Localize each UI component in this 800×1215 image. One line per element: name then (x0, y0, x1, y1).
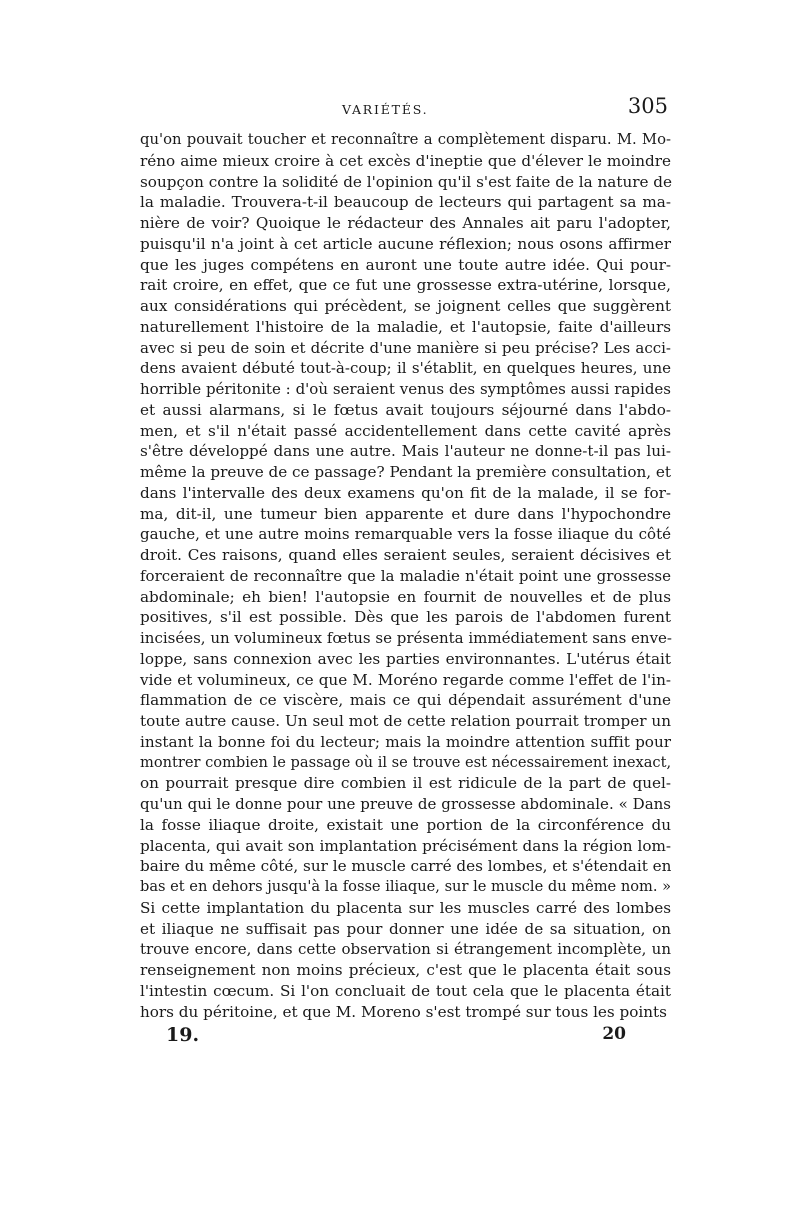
text-line: ma, dit-il, une tumeur bien apparente et dure dans l'hypochondre (140, 504, 671, 523)
text-line: qu'on pouvait toucher et reconnaître a complètement disparu. M. Mo- (140, 131, 671, 148)
text-line: droit. Ces raisons, quand elles seraient seules, seraient décisives et (140, 546, 671, 564)
text-line: instant la bonne foi du lecteur; mais la moindre attention suffit pour (140, 732, 671, 751)
text-line: loppe, sans connexion avec les parties environnantes. L'utérus était (140, 649, 671, 668)
text-line: puisqu'il n'a joint à cet article aucune réflexion; nous osons affirmer (140, 234, 671, 253)
text-line: que les juges compétens en auront une toute autre idée. Qui pour- (140, 255, 671, 274)
text-line: dans l'intervalle des deux examens qu'on fit de la malade, il se for- (140, 483, 671, 502)
text-line: qu'un qui le donne pour une preuve de grossesse abdominale. « Dans (140, 795, 671, 813)
text-line: rait croire, en effet, que ce fut une grossesse extra-utérine, lorsque, (140, 276, 671, 295)
signature-mark-right: 20 (602, 1024, 626, 1044)
text-line: même la preuve de ce passage? Pendant la première consultation, et (140, 463, 671, 481)
text-line: positives, s'il est possible. Dès que les parois de l'abdomen furent (140, 608, 671, 627)
text-line: la maladie. Trouvera-t-il beaucoup de lecteurs qui partagent sa ma- (140, 193, 671, 212)
text-line: forceraient de reconnaître que la maladie n'était point une grossesse (140, 566, 671, 585)
text-line: l'intestin cœcum. Si l'on concluait de tout cela que le placenta était (140, 981, 671, 1000)
text-line: toute autre cause. Un seul mot de cette relation pourrait tromper un (140, 712, 671, 730)
page-header (140, 96, 670, 122)
text-line: s'être développé dans une autre. Mais l'auteur ne donne-t-il pas lui- (140, 442, 671, 461)
page-number: 305 (627, 94, 668, 118)
text-line: on pourrait presque dire combien il est ridicule de la part de quel- (140, 774, 671, 793)
text-line: men, et s'il n'était passé accidentellement dans cette cavité après (140, 421, 671, 440)
text-line: flammation de ce viscère, mais ce qui dépendait assurément d'une (140, 691, 671, 710)
text-line: gauche, et une autre moins remarquable vers la fosse iliaque du côté (140, 525, 671, 544)
text-line: horrible péritonite : d'où seraient venus des symptômes aussi rapides (140, 380, 671, 398)
text-line: baire du même côté, sur le muscle carré des lombes, et s'étendait en (140, 857, 672, 876)
text-line: hors du péritoine, et que M. Moreno s'est trompé sur tous les points (140, 1002, 667, 1021)
text-line: la fosse iliaque droite, existait une portion de la circonférence du (140, 815, 671, 834)
page-footer (166, 1024, 626, 1054)
text-line: naturellement l'histoire de la maladie, et l'autopsie, faite d'ailleurs (140, 317, 671, 336)
text-line: réno aime mieux croire à cet excès d'ineptie que d'élever le moindre (140, 151, 671, 170)
text-line: trouve encore, dans cette observation si étrangement incomplète, un (140, 940, 671, 959)
signature-mark-left: 19. (166, 1024, 200, 1046)
text-line: renseignement non moins précieux, c'est que le placenta était sous (140, 961, 671, 979)
text-line: placenta, qui avait son implantation précisément dans la région lom- (140, 836, 671, 855)
text-line: Si cette implantation du placenta sur les muscles carré des lombes (140, 898, 671, 917)
text-line: avec si peu de soin et décrite d'une manière si peu précise? Les acci- (140, 338, 671, 357)
text-line: bas et en dehors jusqu'à la fosse iliaque, sur le muscle du même nom. » (140, 878, 672, 895)
text-line: et aussi alarmans, si le fœtus avait toujours séjourné dans l'abdo- (140, 400, 671, 419)
text-line: soupçon contre la solidité de l'opinion qu'il s'est faite de la nature de (140, 172, 673, 191)
text-line: aux considérations qui précèdent, se joignent celles que suggèrent (140, 297, 671, 315)
text-line: nière de voir? Quoique le rédacteur des Annales ait paru l'adopter, (140, 214, 671, 232)
body-text (140, 130, 671, 1022)
text-line: abdominale; eh bien! l'autopsie en fournit de nouvelles et de plus (140, 587, 671, 606)
running-title: VARIÉTÉS. (342, 102, 429, 117)
text-line: montrer combien le passage où il se trouve est nécessairement inexact, (140, 753, 672, 771)
text-line: vide et volumineux, ce que M. Moréno regarde comme l'effet de l'in- (140, 670, 671, 689)
text-line: et iliaque ne suffisait pas pour donner une idée de sa situation, on (140, 919, 671, 938)
text-line: dens avaient débuté tout-à-coup; il s'établit, en quelques heures, une (140, 359, 671, 378)
text-line: incisées, un volumineux fœtus se présenta immédiatement sans enve- (140, 629, 672, 647)
